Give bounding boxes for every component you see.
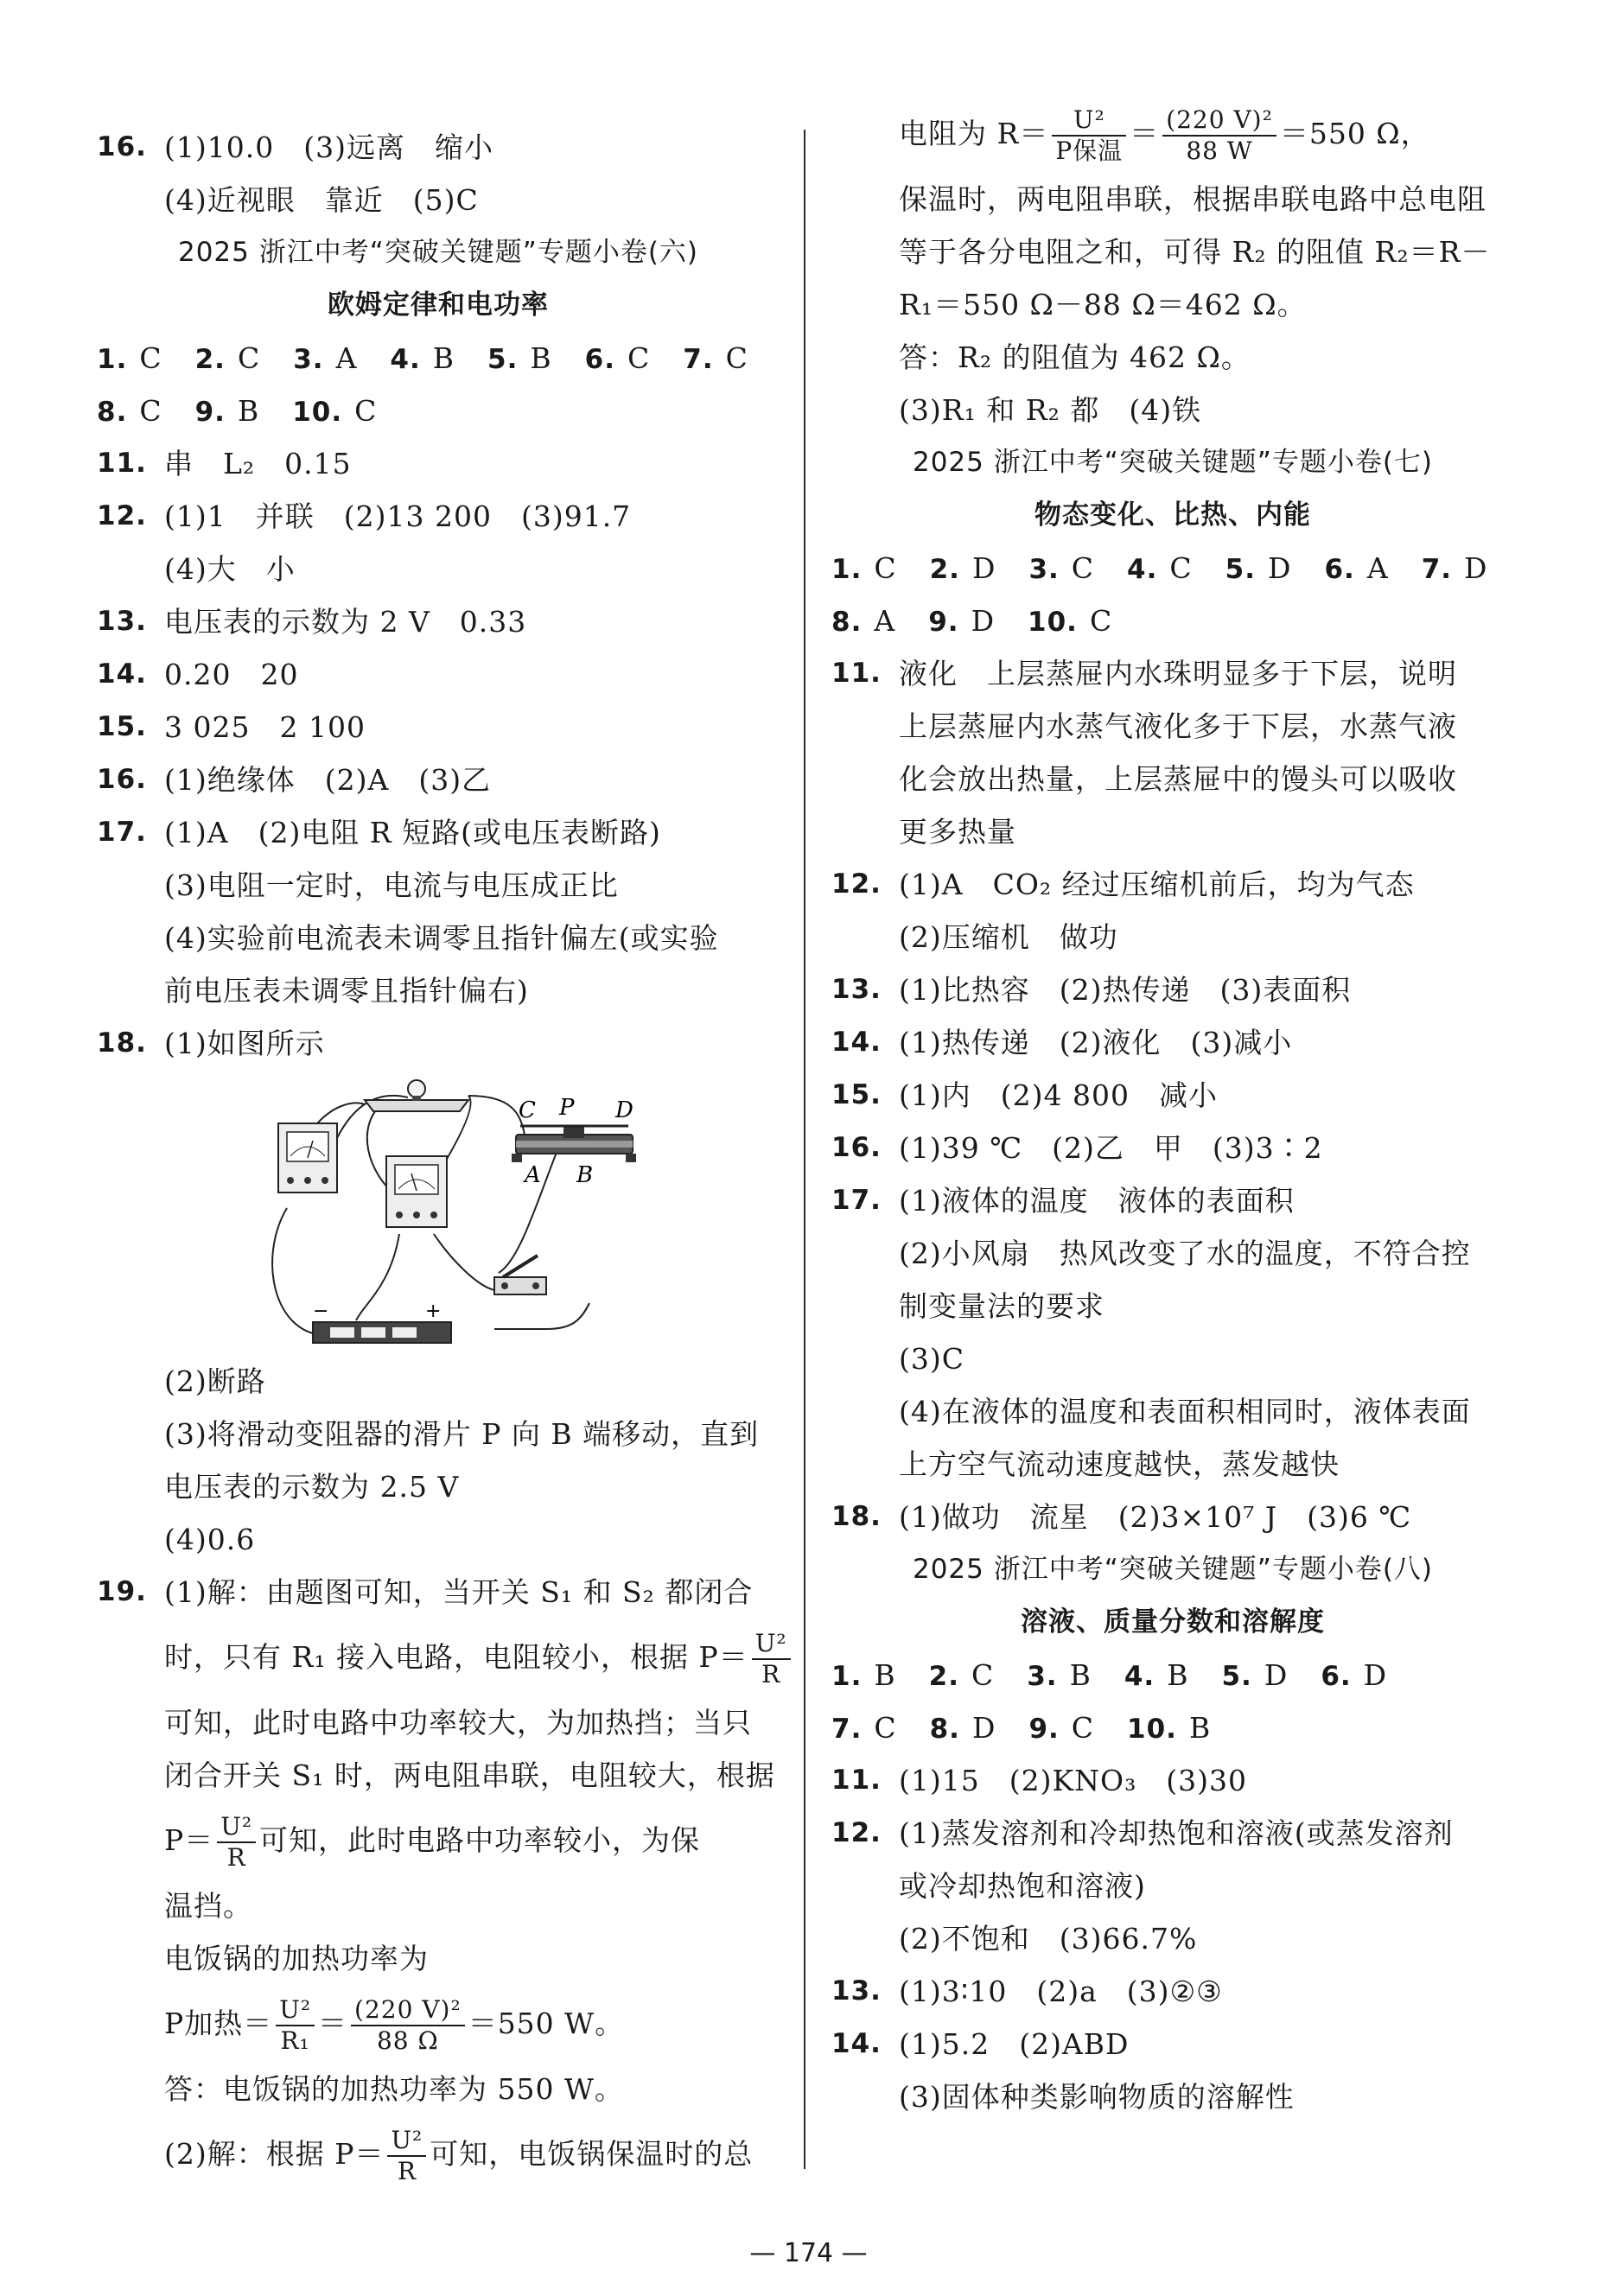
q17-line-3: (4)实验前电流表未调零且指针偏左(或实验: [164, 921, 719, 955]
r-q17-line-3: 制变量法的要求: [899, 1289, 1105, 1323]
r-line-5: 答：R₂ 的阻值为 462 Ω。: [899, 340, 1251, 374]
question-number: 10.: [1127, 1714, 1177, 1745]
question-number: 7.: [683, 344, 714, 375]
r-q13: 13. (1)比热容 (2)热传递 (3)表面积: [831, 973, 1352, 1007]
answer-choice: B: [432, 341, 455, 375]
question-number: 9.: [928, 607, 959, 638]
question-number: 1.: [97, 344, 128, 375]
q13: 13. 电压表的示数为 2 V 0.33: [97, 605, 527, 639]
section8-subtitle: 溶液、质量分数和溶解度: [1021, 1606, 1325, 1638]
answer-choice: C: [874, 1711, 897, 1745]
mcq-row: [97, 385, 780, 437]
q19-line-8: P加热＝ $\frac{\text{U²}}{\text{R₁}}$ ＝ $\frac{\text{(220 V)²}}{88 \Omega}$ ＝550 W。: [164, 1995, 625, 2055]
mcq-row: [831, 1649, 1514, 1701]
answer-choice: C: [627, 341, 651, 375]
r-q14b-line-2: (3)固体种类影响物质的溶解性: [899, 2080, 1295, 2114]
question-number: 4.: [390, 344, 421, 375]
r-q12b-line-2: 或冷却热饱和溶液): [899, 1869, 1146, 1903]
r-q17-line-6: 上方空气流动速度越快，蒸发越快: [899, 1447, 1340, 1481]
r-q11-line-2: 上层蒸屉内水蒸气液化多于下层，水蒸气液: [899, 709, 1457, 743]
label-p: P: [559, 1095, 575, 1121]
question-number: 5.: [1221, 1661, 1252, 1692]
switch-icon: [494, 1256, 546, 1294]
q19-line-7: 电饭锅的加热功率为: [164, 1942, 429, 1975]
r-q17-line-4: (3)C: [899, 1342, 964, 1376]
fraction-u2-r: $\frac{\text{U²}}{R}$: [217, 1815, 256, 1870]
page-number: — 174 —: [749, 2238, 868, 2268]
answer-choice: A: [335, 341, 358, 375]
q19-line-10: (2)解：根据 P＝ $\frac{\text{U²}}{R}$ 可知，电饭锅保温时的总: [164, 2126, 754, 2185]
answer-choice: D: [971, 604, 996, 638]
section7-subtitle: 物态变化、比热、内能: [1034, 499, 1311, 531]
q19-line-6: 温挡。: [164, 1889, 252, 1923]
q17-line-1: 17. (1)A (2)电阻 R 短路(或电压表断路): [97, 816, 661, 849]
answer-choice: B: [237, 394, 260, 428]
label-minus: −: [313, 1301, 329, 1322]
r-q16: 16. (1)39 ℃ (2)乙 甲 (3)3∶2: [831, 1131, 1323, 1165]
answer-choice: C: [1071, 1711, 1095, 1745]
r-q12b-line-3: (2)不饱和 (3)66.7%: [899, 1922, 1198, 1956]
question-number: 5.: [1225, 554, 1257, 585]
r-q12-line-1: 12. (1)A CO₂ 经过压缩机前后，均为气态: [831, 868, 1415, 901]
question-number: 9.: [1028, 1714, 1060, 1745]
q12-line-2: (4)大 小: [164, 552, 296, 586]
question-number: 1.: [831, 554, 863, 585]
column-divider: [804, 130, 805, 2169]
answer-choice: A: [874, 604, 896, 638]
section8-title: 2025 浙江中考“突破关键题”专题小卷(八): [912, 1554, 1434, 1585]
q11: 11. 串 L₂ 0.15: [97, 447, 352, 480]
section7-title: 2025 浙江中考“突破关键题”专题小卷(七): [912, 447, 1434, 478]
question-number: 6.: [584, 344, 616, 375]
question-number: 4.: [1124, 1661, 1155, 1692]
answer-choice: B: [874, 1658, 896, 1692]
q18-line-2: (2)断路: [164, 1364, 266, 1398]
fraction-u2-r1: $\frac{\text{U²}}{\text{R₁}}$: [276, 1998, 315, 2053]
question-number: 7.: [1421, 554, 1453, 585]
question-number: 10.: [292, 397, 343, 428]
label-d: D: [615, 1097, 633, 1123]
q19-line-1: 19. (1)解：由题图可知，当开关 S₁ 和 S₂ 都闭合: [97, 1575, 754, 1609]
answer-choice: C: [725, 341, 748, 375]
answer-choice: C: [1089, 604, 1113, 638]
rheostat-icon: [512, 1126, 636, 1162]
r-line-4: R₁＝550 Ω－88 Ω＝462 Ω。: [899, 288, 1307, 321]
answer-choice: C: [139, 341, 162, 375]
r-q14b-line-1: 14. (1)5.2 (2)ABD: [831, 2027, 1130, 2061]
answer-choice: C: [1169, 551, 1193, 585]
q12-line-1: 12. (1)1 并联 (2)13 200 (3)91.7: [97, 499, 632, 533]
fraction-value: $\frac{\text{(220 V)²}}{88 \Omega}$: [351, 1998, 465, 2053]
voltmeter-icon: [386, 1156, 447, 1227]
section6-title: 2025 浙江中考“突破关键题”专题小卷(六): [177, 237, 699, 268]
q19-line-2: 时，只有 R₁ 接入电路，电阻较小，根据 P＝ $\frac{\text{U²}}{R}$: [97, 1619, 780, 1696]
answer-choice: C: [139, 394, 162, 428]
question-number: 2.: [928, 1661, 959, 1692]
q18-line-1: 18. (1)如图所示: [97, 1027, 325, 1060]
question-number: 10.: [1028, 607, 1078, 638]
answer-choice: B: [1188, 1711, 1212, 1745]
answer-choice: C: [971, 1658, 995, 1692]
r-q17-line-1: 17. (1)液体的温度 液体的表面积: [831, 1184, 1295, 1218]
q19-line-4: 闭合开关 S₁ 时，两电阻串联，电阻较大，根据: [164, 1759, 775, 1792]
answer-choice: C: [237, 341, 261, 375]
q19-line-9: 答：电饭锅的加热功率为 550 W。: [164, 2072, 624, 2106]
r-q11-line-3: 化会放出热量，上层蒸屉中的馒头可以吸收: [899, 762, 1457, 796]
battery-icon: [313, 1322, 451, 1343]
mcq-row: [831, 542, 1514, 595]
r-q11-line-4: 更多热量: [899, 815, 1016, 849]
q18-line-3: (3)将滑动变阻器的滑片 P 向 B 端移动，直到: [164, 1417, 760, 1451]
q18-line-4: 电压表的示数为 2.5 V: [164, 1470, 460, 1504]
r-q17-line-2: (2)小风扇 热风改变了水的温度，不符合控: [899, 1237, 1471, 1270]
answer-choice: D: [1268, 551, 1292, 585]
ammeter-icon: [278, 1123, 337, 1193]
question-number: 1.: [831, 1661, 863, 1692]
r-q17-line-5: (4)在液体的温度和表面积相同时，液体表面: [899, 1395, 1471, 1428]
circuit-figure: [261, 1070, 780, 1355]
q17-line-2: (3)电阻一定时，电流与电压成正比: [164, 868, 619, 902]
answer-choice: D: [971, 551, 996, 585]
q14: 14. 0.20 20: [97, 658, 299, 691]
q16b: 16. (1)绝缘体 (2)A (3)乙: [97, 763, 492, 797]
section6-subtitle: 欧姆定律和电功率: [328, 289, 549, 321]
r-q12-line-2: (2)压缩机 做功: [899, 920, 1118, 954]
question-number: 9.: [194, 397, 226, 428]
question-number: 2.: [929, 554, 960, 585]
q15: 15. 3 025 2 100: [97, 710, 366, 744]
label-c: C: [519, 1097, 536, 1123]
q16-line-1: 16. (1)10.0 (3)远离 缩小: [97, 130, 493, 164]
fraction-u2-r: $\frac{\text{U²}}{R}$: [387, 2128, 426, 2184]
r-q12b-line-1: 12. (1)蒸发溶剂和冷却热饱和溶液(或蒸发溶剂: [831, 1816, 1454, 1850]
mcq-row: [831, 1701, 1514, 1754]
r-q14: 14. (1)热传递 (2)液化 (3)减小: [831, 1026, 1293, 1059]
label-plus: +: [425, 1301, 442, 1322]
answer-choice: B: [1167, 1658, 1189, 1692]
r-q11b: 11. (1)15 (2)KNO₃ (3)30: [831, 1764, 1248, 1797]
fraction-u2-p: $\frac{\text{U²}}{\text{P保温}}$: [1052, 108, 1126, 163]
label-a: A: [525, 1162, 541, 1188]
fraction-u2-r: $\frac{\text{U²}}{R}$: [752, 1631, 791, 1687]
question-number: 6.: [1321, 1661, 1352, 1692]
question-number: 4.: [1127, 554, 1158, 585]
r-q13b: 13. (1)3∶10 (2)a (3)②③: [831, 1975, 1223, 2008]
answer-choice: D: [1464, 551, 1488, 585]
circuit-diagram: [261, 1070, 641, 1355]
answer-choice: D: [971, 1711, 996, 1745]
answer-choice: B: [530, 341, 552, 375]
r-line-6: (3)R₁ 和 R₂ 都 (4)铁: [899, 393, 1202, 427]
fraction-value: $\frac{\text{(220 V)²}}{88 W}$: [1162, 108, 1276, 163]
answer-choice: C: [874, 551, 897, 585]
r-line-3: 等于各分电阻之和，可得 R₂ 的阻值 R₂＝R－: [899, 235, 1491, 269]
question-number: 3.: [1027, 1661, 1058, 1692]
r-line-1: 电阻为 R＝ $\frac{\text{U²}}{\text{P保温}}$ ＝ $\frac{\text{(220 V)²}}{88 W}$ ＝550 Ω，: [899, 105, 1430, 165]
question-number: 7.: [831, 1714, 863, 1745]
question-number: 5.: [487, 344, 519, 375]
r-q18: 18. (1)做功 流星 (2)3×10⁷ J (3)6 ℃: [831, 1500, 1412, 1534]
question-number: 2.: [194, 344, 226, 375]
mcq-row: [831, 595, 1514, 647]
label-b: B: [576, 1162, 594, 1188]
answer-choice: D: [1264, 1658, 1289, 1692]
answer-choice: B: [1069, 1658, 1092, 1692]
answer-choice: A: [1366, 551, 1389, 585]
question-number: 3.: [1028, 554, 1060, 585]
q17-line-4: 前电压表未调零且指针偏右): [164, 974, 529, 1008]
question-number: 8.: [97, 397, 128, 428]
question-number: 3.: [293, 344, 324, 375]
answer-choice: C: [354, 394, 378, 428]
r-line-2: 保温时，两电阻串联，根据串联电路中总电阻: [899, 182, 1486, 216]
answer-choice: D: [1363, 1658, 1388, 1692]
left-column: [97, 121, 787, 2193]
question-number: 6.: [1324, 554, 1355, 585]
lamp-icon: [365, 1080, 468, 1111]
r-q15: 15. (1)内 (2)4 800 减小: [831, 1078, 1218, 1112]
q18-line-5: (4)0.6: [164, 1523, 256, 1556]
q19-line-3: 可知，此时电路中功率较大，为加热挡；当只: [164, 1706, 752, 1739]
right-column: [831, 105, 1514, 2123]
question-number: 8.: [929, 1714, 960, 1745]
r-q11-line-1: 11. 液化 上层蒸屉内水珠明显多于下层，说明: [831, 657, 1457, 690]
answer-choice: C: [1071, 551, 1095, 585]
question-number: 8.: [831, 607, 863, 638]
mcq-row: [97, 332, 780, 385]
q19-line-5: P＝ $\frac{\text{U²}}{R}$ 可知，此时电路中功率较小，为保: [164, 1812, 701, 1872]
q16-line-2: (4)近视眼 靠近 (5)C: [164, 183, 479, 217]
